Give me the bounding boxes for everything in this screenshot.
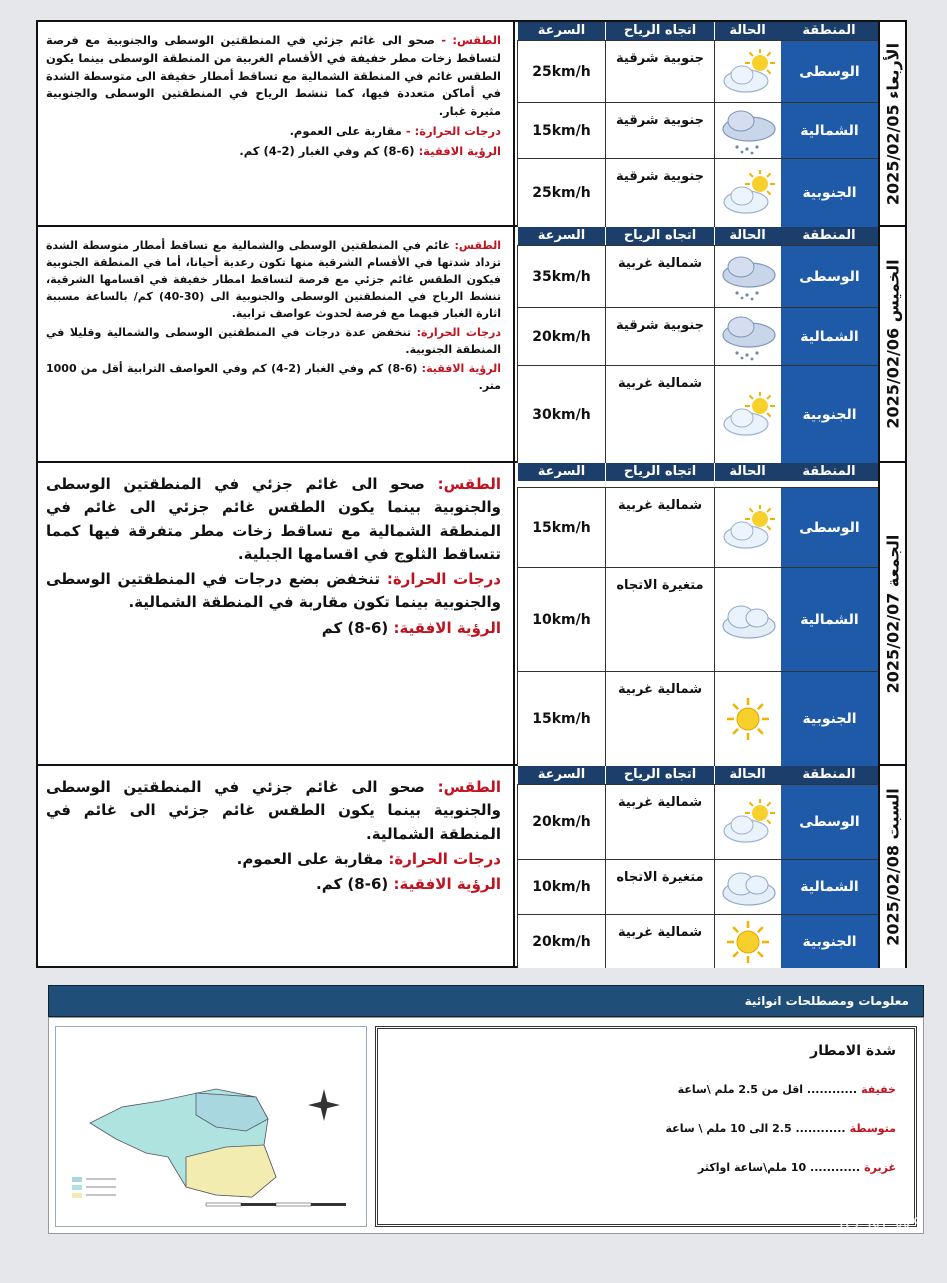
day-date: الأربعاء 2025/02/05 [883,42,902,205]
forecast-text [38,22,515,225]
compass-rose-icon [308,1089,340,1121]
forecast-day [38,227,905,463]
visibility-paragraph [46,873,501,896]
paragraph-label: الرؤية الافقية: [393,875,501,893]
date-column [878,22,905,225]
table-row [517,307,878,365]
cloud-icon [714,568,780,671]
date-column [878,463,905,764]
region-header: المنطقة [780,227,878,245]
wind-speed-cell: 30km/h [517,366,605,463]
paragraph-label: الرؤية الافقية: [421,362,501,376]
table-row [517,158,878,227]
watermark: IQ NEWS [838,1214,925,1235]
forecast-text [38,766,515,968]
rain-cloud-icon [714,246,780,307]
wind-speed-cell: 25km/h [517,159,605,227]
paragraph-label: درجات الحرارة: [416,326,501,340]
region-cell: الشمالية [780,308,878,365]
speed-header: السرعة [517,22,605,40]
paragraph-label: درجات الحرارة: [388,849,501,868]
region-cell: الشمالية [780,103,878,158]
forecast-table [36,20,907,968]
region-cell: الوسطى [780,41,878,102]
paragraph-label: الطقس: [454,239,501,252]
rain-cloud-icon [714,103,780,158]
table-row [517,365,878,463]
wind-speed-cell: 15km/h [517,103,605,158]
wind-header: اتجاه الرياح [605,766,714,784]
paragraph-text: (6-8) كم وفي الغبار (2-4) كم وفي العواصف الترابية أقل من 1000 متر. [46,362,501,393]
wind-speed-cell: 20km/h [517,785,605,859]
paragraph-text: (6-8) كم [321,618,389,637]
paragraph-text: تنخفض عدة درجات في المنطقتين الوسطى والشمالية وقليلا في المنطقة الجنوبية. [46,326,501,357]
partly-cloudy-sun-icon [714,488,780,567]
temp-paragraph [46,568,501,615]
partly-cloudy-sun-icon [714,366,780,463]
table-row [517,487,878,567]
day-date: الخميس 2025/02/06 [883,259,902,429]
wind-speed-cell: 10km/h [517,860,605,914]
info-box [48,1017,924,1234]
rain-intensity-legend [375,1026,917,1227]
weather-paragraph [46,473,501,566]
wind-direction-cell: شمالية غربية [605,366,714,463]
day-date: السبت 2025/02/08 [883,788,902,946]
table-row [517,245,878,307]
region-cell: الجنوبية [780,159,878,227]
weather-grid [517,766,878,968]
paragraph-label: درجات الحرارة: - [405,124,501,139]
paragraph-label: الطقس: [437,778,501,796]
wind-direction-cell: شمالية غربية [605,915,714,968]
region-header: المنطقة [780,463,878,481]
region-cell: الوسطى [780,246,878,307]
weather-paragraph [46,32,501,121]
wind-speed-cell: 35km/h [517,246,605,307]
speed-header: السرعة [517,227,605,245]
wind-speed-cell: 15km/h [517,488,605,567]
paragraph-label: الطقس: [437,475,501,493]
cloud-icon [714,860,780,914]
info-title-bar [48,985,924,1017]
wind-speed-cell: 20km/h [517,308,605,365]
wind-speed-cell: 25km/h [517,41,605,102]
weather-grid [517,22,878,225]
table-row [517,40,878,102]
paragraph-text: تنخفض بضع درجات في المنطقتين الوسطى والجنوبية بينما تكون مقاربة في المنطقة الشمالية. [46,570,501,612]
region-cell: الوسطى [780,488,878,567]
weather-paragraph [46,237,501,322]
forecast-day [38,22,905,227]
rain-title: شدة الامطار [810,1043,896,1059]
state-header: الحالة [714,766,780,784]
weather-grid [517,227,878,461]
paragraph-text: مقاربة على العموم. [289,124,402,139]
visibility-paragraph [46,143,501,161]
wind-speed-cell: 10km/h [517,568,605,671]
paragraph-label: الطقس: - [441,33,501,47]
wind-header: اتجاه الرياح [605,22,714,40]
region-cell: الشمالية [780,568,878,671]
temp-paragraph [46,848,501,871]
forecast-day [38,766,905,968]
wind-direction-cell: شمالية غربية [605,672,714,766]
table-row [517,567,878,671]
wind-speed-cell: 20km/h [517,915,605,968]
wind-direction-cell: شمالية غربية [605,785,714,859]
sun-icon [714,915,780,968]
paragraph-label: درجات الحرارة: [386,570,501,588]
region-header: المنطقة [780,766,878,784]
wind-direction-cell: جنوبية شرقية [605,103,714,158]
paragraph-text: (6-8) كم. [316,875,389,893]
table-row [517,102,878,158]
wind-direction-cell: جنوبية شرقية [605,159,714,227]
map-scale-bar [206,1203,346,1206]
paragraph-text: (6-8) كم وفي الغبار (2-4) كم. [239,143,415,158]
wind-direction-cell: شمالية غربية [605,246,714,307]
temp-paragraph [46,324,501,358]
forecast-day [38,463,905,766]
wind-header: اتجاه الرياح [605,463,714,481]
partly-cloudy-sun-icon [714,159,780,227]
state-header: الحالة [714,463,780,481]
region-cell: الشمالية [780,860,878,914]
weather-paragraph [46,776,501,846]
wind-direction-cell: شمالية غربية [605,488,714,567]
region-cell: الجنوبية [780,915,878,968]
temp-paragraph [46,123,501,141]
table-row [517,914,878,968]
state-header: الحالة [714,227,780,245]
date-column [878,227,905,461]
paragraph-text: صحو الى غائم جزئي في المنطقتين الوسطى والجنوبية بينما يكون الطقس غائم جزئي الى غائم في المنطقة الشمالية. [46,778,501,843]
table-row [517,859,878,914]
paragraph-text: صحو الى غائم جزئي في المنطقتين الوسطى والجنوبية بينما يكون الطقس غائم جزئي الى غائم في المنطقة الشمالية مع تساقط زخات مطر متفرقة فيها كمما تتساقط الثلوج في اقسامها الجبلية. [46,475,501,563]
wind-direction-cell: متغيرة الاتجاه [605,860,714,914]
rain-item-moderate: متوسطة............ 2.5 الى 10 ملم \ ساعة [665,1122,896,1135]
wind-direction-cell: جنوبية شرقية [605,308,714,365]
region-cell: الجنوبية [780,672,878,766]
paragraph-text: مقاربة على العموم. [236,849,384,868]
paragraph-label: الرؤية الافقية: [418,143,501,158]
sun-icon [714,672,780,766]
visibility-paragraph [46,360,501,394]
region-header: المنطقة [780,22,878,40]
wind-header: اتجاه الرياح [605,227,714,245]
table-row [517,671,878,766]
partly-cloudy-sun-icon [714,41,780,102]
speed-header: السرعة [517,766,605,784]
table-row [517,784,878,859]
visibility-paragraph [46,617,501,640]
partly-cloudy-sun-icon [714,785,780,859]
region-cell: الجنوبية [780,366,878,463]
forecast-text [38,227,515,461]
day-date: الجمعة 2025/02/07 [883,534,902,693]
rain-cloud-icon [714,308,780,365]
info-title: معلومات ومصطلحات انوائية [744,994,909,1008]
wind-direction-cell: متغيرة الاتجاه [605,568,714,671]
paragraph-text: صحو الى غائم جزئي في المنطقتين الوسطى والجنوبية مع فرصة لتساقط زخات مطر خفيفة في الأقسام الغربية من المنطقة الوسطى بينما يكون الطقس غائم في المنطقة الشمالية مع تساقط أمطار خفيفة الى متوسطة الشدة في أماكن متعددة فيها، كما تنشط الرياح في المنطقتين الوسطى والجنوبية مثيرة غبار. [46,33,501,119]
weather-grid [517,463,878,764]
iraq-region-map [55,1026,367,1227]
forecast-text [38,463,515,764]
state-header: الحالة [714,22,780,40]
wind-direction-cell: جنوبية شرقية [605,41,714,102]
rain-item-light: خفيفة............ اقل من 2.5 ملم \ساعة [677,1083,896,1096]
region-cell: الوسطى [780,785,878,859]
speed-header: السرعة [517,463,605,481]
rain-item-heavy: غزيرة............ 10 ملم\ساعة اواكثر [698,1161,896,1174]
wind-speed-cell: 15km/h [517,672,605,766]
date-column [878,766,905,968]
map-legend [72,1177,116,1198]
paragraph-text: غائم في المنطقتين الوسطى والشمالية مع تساقط أمطار متوسطة الشدة تزداد شدتها في الأقسام الشرقية منها تكون رعدية أحيانا، أما في المنطقة الجنوبية فيكون الطقس غائم جزئي مع فرصة لتساقط امطار خفيفة في اقسامها الشرقية، تنشط الرياح في المنطقتين الوسطى والجنوبية الى (30-40) كم/ بالساعة مسببة اثارة الغبار فيهما مع فرصة لحدوث عواصف ترابية. [46,239,501,321]
paragraph-label: الرؤية الافقية: [393,618,501,637]
